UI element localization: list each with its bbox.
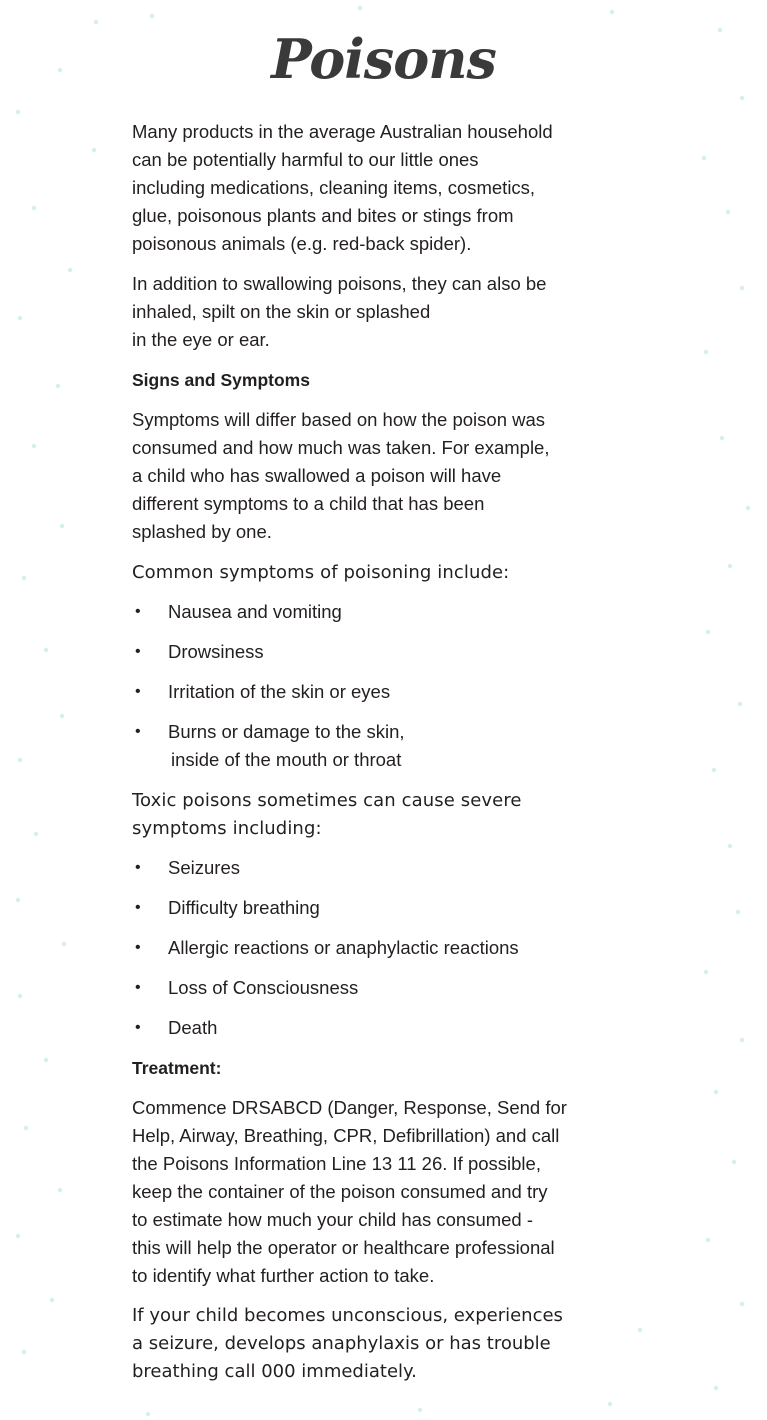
treatment-line: Help, Airway, Breathing, CPR, Defibrillation) and call xyxy=(132,1125,560,1146)
bullet-icon: • xyxy=(135,979,141,996)
treatment-line: to estimate how much your child has consumed - xyxy=(132,1209,534,1230)
severe-lead-line: symptoms including: xyxy=(132,818,322,839)
emergency-notice xyxy=(132,1302,563,1386)
list-item-text: inside of the mouth or throat xyxy=(171,749,402,770)
routes-line: in the eye or ear. xyxy=(132,329,270,350)
signs-line: splashed by one. xyxy=(132,521,272,542)
treatment-line: keep the container of the poison consumed and try xyxy=(132,1181,548,1202)
bullet-icon: • xyxy=(135,1019,141,1036)
list-item-text: Death xyxy=(168,1017,218,1038)
bullet-icon: • xyxy=(135,939,141,956)
exposure-routes-paragraph xyxy=(132,270,642,354)
signs-line: Symptoms will differ based on how the poison was xyxy=(132,409,546,430)
routes-line: inhaled, spilt on the skin or splashed xyxy=(132,301,431,322)
emergency-line: If your child becomes unconscious, experiences xyxy=(132,1305,563,1326)
routes-line: In addition to swallowing poisons, they can also be xyxy=(132,273,547,294)
list-item-text: Loss of Consciousness xyxy=(168,977,359,998)
signs-symptoms-heading: Signs and Symptoms xyxy=(132,370,310,390)
bullet-icon: • xyxy=(135,603,141,620)
bullet-icon: • xyxy=(135,643,141,660)
severe-symptoms-lead xyxy=(132,787,642,843)
list-item-text: Seizures xyxy=(168,857,240,878)
list-item-text: Irritation of the skin or eyes xyxy=(168,681,391,702)
signs-symptoms-paragraph xyxy=(132,406,642,546)
signs-line: consumed and how much was taken. For example, xyxy=(132,437,550,458)
common-symptoms-lead: Common symptoms of poisoning include: xyxy=(132,562,510,583)
bullet-icon: • xyxy=(135,683,141,700)
intro-paragraph xyxy=(132,118,642,258)
list-item-text: Nausea and vomiting xyxy=(168,601,342,622)
page-title: Poisons xyxy=(271,27,496,91)
signs-line: a child who has swallowed a poison will have xyxy=(132,465,502,486)
signs-line: different symptoms to a child that has been xyxy=(132,493,485,514)
bullet-icon: • xyxy=(135,899,141,916)
treatment-line: this will help the operator or healthcare professional xyxy=(132,1237,555,1258)
list-item-text: Drowsiness xyxy=(168,641,264,662)
intro-line: Many products in the average Australian household xyxy=(132,121,553,142)
bullet-icon: • xyxy=(135,723,141,740)
treatment-line: Commence DRSABCD (Danger, Response, Send for xyxy=(132,1097,567,1118)
treatment-paragraph xyxy=(132,1094,642,1290)
treatment-heading: Treatment: xyxy=(132,1058,222,1078)
list-item-text: Burns or damage to the skin, xyxy=(168,721,405,742)
list-item-text: Allergic reactions or anaphylactic reactions xyxy=(168,937,519,958)
treatment-line: the Poisons Information Line 13 11 26. If possible, xyxy=(132,1153,541,1174)
intro-line: can be potentially harmful to our little ones xyxy=(132,149,479,170)
intro-line: poisonous animals (e.g. red-back spider). xyxy=(132,233,472,254)
emergency-line: a seizure, develops anaphylaxis or has trouble xyxy=(132,1333,551,1354)
intro-line: glue, poisonous plants and bites or stings from xyxy=(132,205,514,226)
list-item-text: Difficulty breathing xyxy=(168,897,320,918)
severe-lead-line: Toxic poisons sometimes can cause severe xyxy=(132,790,522,811)
treatment-line: to identify what further action to take. xyxy=(132,1265,435,1286)
emergency-line: breathing call 000 immediately. xyxy=(132,1361,417,1382)
intro-line: including medications, cleaning items, cosmetics, xyxy=(132,177,536,198)
bullet-icon: • xyxy=(135,859,141,876)
